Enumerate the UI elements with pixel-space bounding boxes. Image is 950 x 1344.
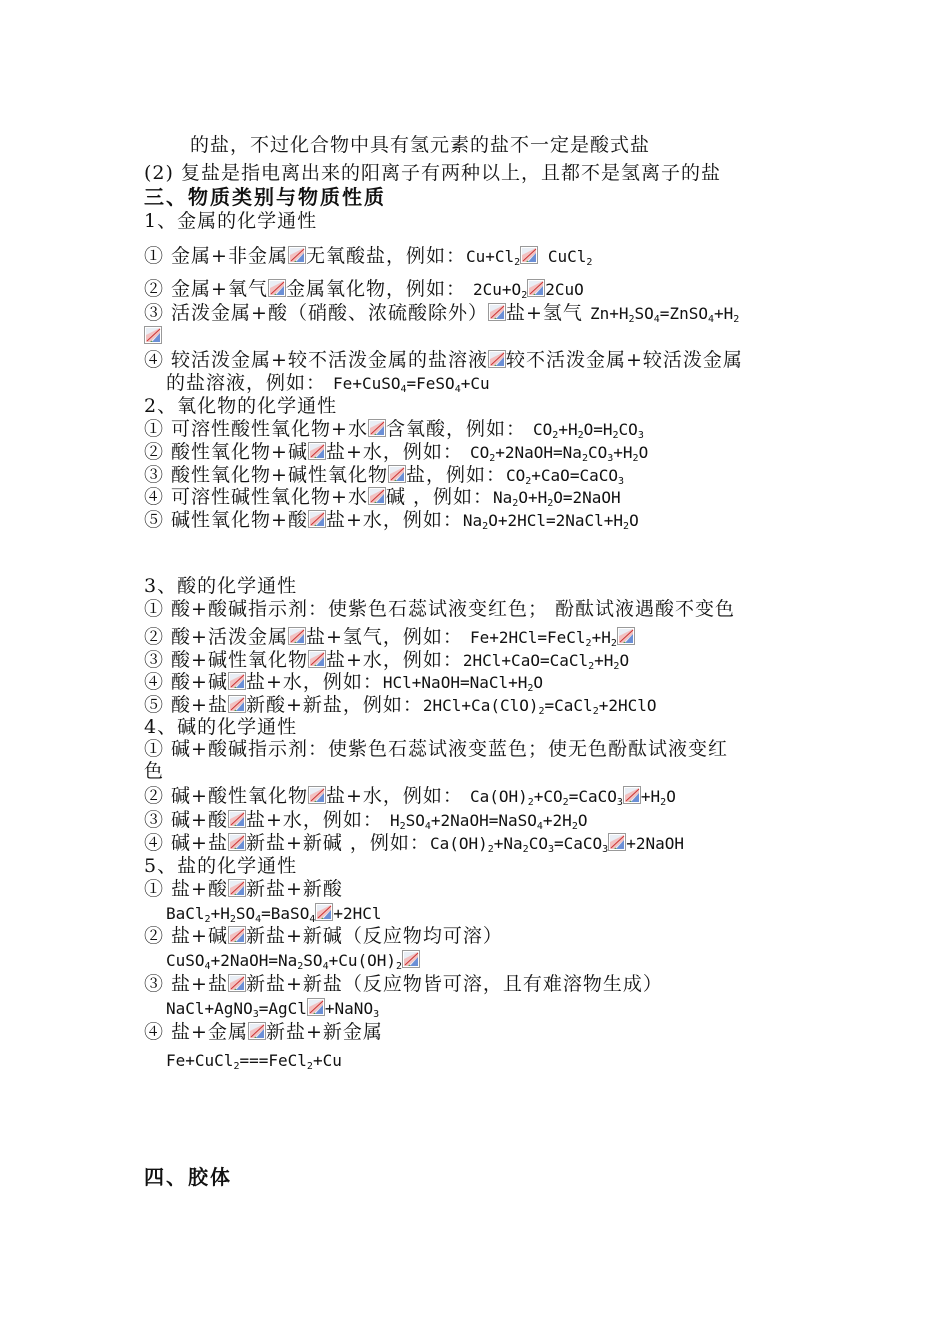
text-line: ⑤ 碱性氧化物+酸 盐+水，例如：$Na_2O+2HCl=2NaCl+H_2O$ (144, 509, 639, 532)
text-line: 1、金属的化学通性 (144, 210, 318, 232)
broken-image-icon (368, 419, 386, 437)
text-line: ④ 盐+金属 新盐+新金属 (144, 1021, 383, 1043)
text-line: ① 盐+酸 新盐+新酸 (144, 878, 343, 900)
text-line: ② 酸+活泼金属 盐+氢气，例如： $Fe+2HCl=FeCl_2+H_2$ (144, 626, 635, 649)
broken-image-icon (527, 279, 545, 297)
broken-image-icon (144, 326, 162, 344)
text-line: 色 (144, 760, 165, 782)
broken-image-icon (488, 303, 506, 321)
text-line: ② 碱+酸性氧化物 盐+水，例如： $Ca(OH)_2+CO_2=CaCO_3 +H_2O$ (144, 785, 676, 808)
broken-image-icon (368, 487, 386, 505)
text-line: $BaCl_2+H_2SO_4=BaSO_4 +2HCl$ (166, 904, 382, 925)
text-line: ① 金属+非金属 无氧酸盐，例如：$Cu+Cl_2$ CuCl$_2$ (144, 245, 593, 268)
text-line: ② 盐+碱 新盐+新碱（反应物均可溶） (144, 925, 503, 947)
text-line: ⑤ 酸+盐 新酸+新盐，例如：$2HCl+Ca(ClO)_2=CaCl_2+2HClO$ (144, 694, 657, 717)
text-line: 5、盐的化学通性 (144, 855, 298, 877)
broken-image-icon (228, 810, 246, 828)
broken-image-icon (228, 974, 246, 992)
text-line: ① 可溶性酸性氧化物+水 含氧酸，例如： $CO_2+H_2O=H_2CO_3$ (144, 418, 644, 441)
broken-image-icon (608, 833, 626, 851)
text-line: ④ 较活泼金属+较不活泼金属的盐溶液 较不活泼金属+较活泼金属 (144, 349, 743, 371)
text-line: ④ 酸+碱 盐+水，例如：$HCl+NaOH=NaCl+H_2O$ (144, 671, 544, 694)
text-line: ② 金属+氧气 金属氧化物，例如： $2Cu+O_2$ 2CuO (144, 278, 584, 301)
broken-image-icon (228, 672, 246, 690)
broken-image-icon (288, 246, 306, 264)
broken-image-icon (228, 833, 246, 851)
broken-image-icon (388, 465, 406, 483)
text-line: 3、酸的化学通性 (144, 575, 298, 597)
text-line: ① 碱+酸碱指示剂：使紫色石蕊试液变蓝色；使无色酚酞试液变红 (144, 738, 728, 760)
text-line: 4、碱的化学通性 (144, 716, 298, 738)
broken-image-icon (228, 695, 246, 713)
text-line: Fe+CuCl$_2$===FeCl$_2$+Cu (166, 1051, 342, 1072)
text-line (144, 325, 162, 347)
text-line: ④ 碱+盐 新盐+新碱 ，例如：$Ca(OH)_2+Na_2CO_3=CaCO_3$ +2NaOH (144, 832, 684, 855)
text-line: NaCl+AgNO$_3$=AgCl +NaNO$_3$ (166, 999, 380, 1020)
broken-image-icon (288, 627, 306, 645)
text-line: ③ 酸性氧化物+碱性氧化物 盐，例如：$CO_2+CaO=CaCO_3$ (144, 464, 625, 487)
broken-image-icon (307, 998, 325, 1016)
broken-image-icon (308, 510, 326, 528)
text-line: 的盐溶液，例如： Fe+CuSO$_4$=FeSO$_4$+Cu (166, 372, 490, 395)
text-line: ③ 酸+碱性氧化物 盐+水，例如：$2HCl+CaO=CaCl_2+H_2O$ (144, 649, 630, 672)
broken-image-icon (228, 926, 246, 944)
broken-image-icon (520, 246, 538, 264)
broken-image-icon (228, 879, 246, 897)
text-line: (2) 复盐是指电离出来的阳离子有两种以上，且都不是氢离子的盐 (144, 162, 721, 184)
text-line: ④ 可溶性碱性氧化物+水 碱 ，例如：$Na_2O+H_2O=2NaOH$ (144, 486, 621, 509)
broken-image-icon (308, 442, 326, 460)
text-line: 的盐，不过化合物中具有氢元素的盐不一定是酸式盐 (190, 134, 651, 156)
text-line: ② 酸性氧化物+碱 盐+水，例如： $CO_2+2NaOH=Na_2CO_3+H_2O$ (144, 441, 649, 464)
text-line: ① 酸+酸碱指示剂：使紫色石蕊试液变红色； 酚酞试液遇酸不变色 (144, 598, 736, 620)
broken-image-icon (315, 903, 333, 921)
text-line: ③ 碱+酸 盐+水，例如： $H_2SO_4+2NaOH=NaSO_4+2H_2O$ (144, 809, 588, 832)
text-line: 2、氧化物的化学通性 (144, 395, 338, 417)
text-line: ③ 活泼金属+酸（硝酸、浓硫酸除外） 盐+氢气 $Zn+H_2SO_4=ZnSO_4+H_2$ (144, 302, 740, 325)
broken-image-icon (248, 1022, 266, 1040)
text-line: ③ 盐+盐 新盐+新盐（反应物皆可溶，且有难溶物生成） (144, 973, 663, 995)
broken-image-icon (308, 786, 326, 804)
broken-image-icon (623, 786, 641, 804)
text-line: 三、物质类别与物质性质 (144, 185, 386, 209)
broken-image-icon (308, 650, 326, 668)
text-line: 四、胶体 (144, 1165, 232, 1189)
broken-image-icon (617, 627, 635, 645)
broken-image-icon (268, 279, 286, 297)
broken-image-icon (402, 950, 420, 968)
broken-image-icon (488, 350, 506, 368)
text-line: $CuSO_4+2NaOH=Na_2SO_4+Cu(OH)_2$ (166, 949, 420, 972)
